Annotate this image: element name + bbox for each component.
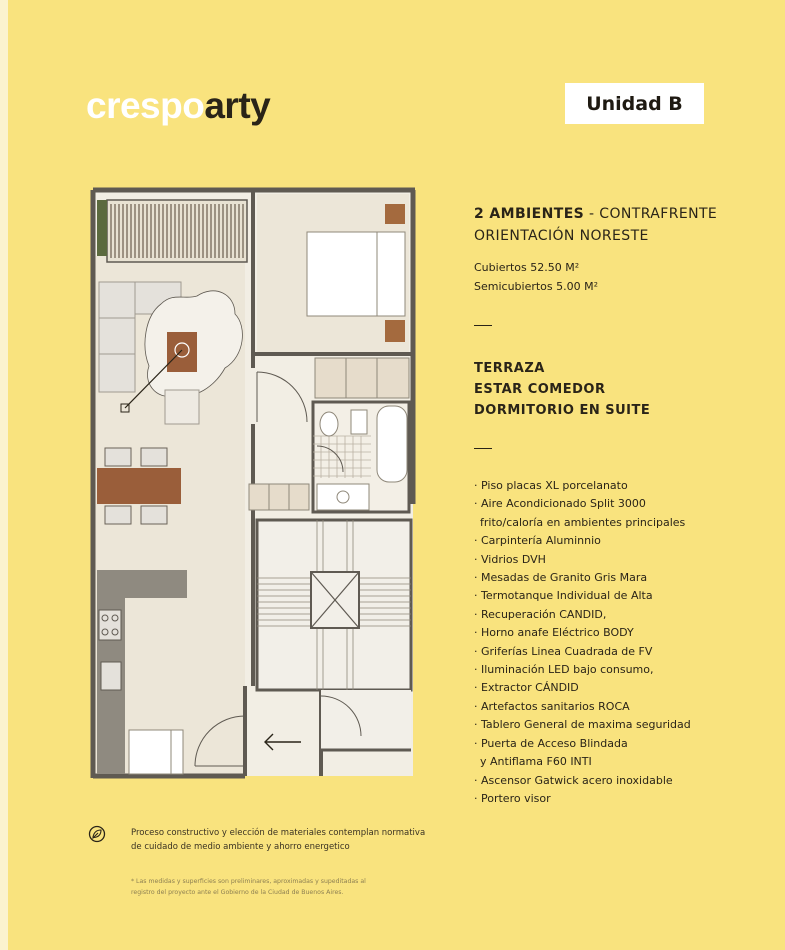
room-list bbox=[474, 358, 650, 421]
feature-list bbox=[474, 477, 691, 808]
feature-item: · Termotanque Individual de Alta bbox=[474, 589, 653, 603]
terrace bbox=[97, 200, 247, 262]
feature-item: · Portero visor bbox=[474, 791, 551, 805]
bathroom bbox=[313, 402, 409, 512]
feature-item: · Vidrios DVH bbox=[474, 552, 546, 566]
feature-item: · Extractor CÁNDID bbox=[474, 681, 579, 695]
summary-contrafrente: - CONTRAFRENTE bbox=[584, 206, 718, 222]
area-covered: Cubiertos 52.50 M² bbox=[474, 261, 580, 274]
feature-item: · Iluminación LED bajo consumo, bbox=[474, 663, 654, 677]
unit-badge: Unidad B bbox=[565, 83, 704, 124]
eco-note-line: Proceso constructivo y elección de materiales contemplan normativa bbox=[131, 828, 426, 838]
feature-item: · Horno anafe Eléctrico BODY bbox=[474, 626, 634, 640]
divider bbox=[474, 325, 492, 326]
summary-ambientes: 2 AMBIENTES bbox=[474, 206, 585, 222]
page-edge bbox=[0, 0, 8, 950]
hall-closet bbox=[249, 484, 309, 510]
eco-note-line: de cuidado de medio ambiente y ahorro energetico bbox=[131, 842, 350, 852]
logo-part-1: crespo bbox=[86, 85, 205, 126]
leaf-circle-icon bbox=[88, 825, 106, 843]
stair-core bbox=[257, 520, 411, 690]
unit-summary-line-2: ORIENTACIÓN NORESTE bbox=[474, 228, 649, 244]
bedroom bbox=[257, 194, 409, 352]
feature-item: y Antiflama F60 INTI bbox=[480, 755, 592, 769]
feature-item: · Carpintería Aluminnio bbox=[474, 534, 601, 548]
feature-item: · Puerta de Acceso Blindada bbox=[474, 736, 628, 750]
logo-part-2: arty bbox=[204, 85, 271, 126]
eco-note bbox=[131, 826, 425, 854]
closet bbox=[315, 358, 409, 398]
feature-item: · Piso placas XL porcelanato bbox=[474, 479, 628, 492]
brand-logo bbox=[86, 84, 270, 128]
room-item: DORMITORIO EN SUITE bbox=[474, 403, 651, 418]
feature-item: · Recuperación CANDID, bbox=[474, 607, 607, 621]
area-semicovered: Semicubiertos 5.00 M² bbox=[474, 280, 599, 293]
feature-item: · Mesadas de Granito Gris Mara bbox=[474, 571, 648, 585]
unit-summary-line-1 bbox=[474, 203, 717, 225]
feature-item: · Artefactos sanitarios ROCA bbox=[474, 699, 630, 713]
feature-item: frito/caloría en ambientes principales bbox=[480, 515, 686, 529]
room-item: ESTAR COMEDOR bbox=[474, 382, 606, 397]
disclaimer-line: registro del proyecto ante el Gobierno de la Ciudad de Buenos Aires. bbox=[131, 889, 344, 896]
feature-item: · Tablero General de maxima seguridad bbox=[474, 718, 691, 732]
feature-item: · Griferías Linea Cuadrada de FV bbox=[474, 644, 653, 658]
disclaimer-line: * Las medidas y superficies son preliminares, aproximadas y supeditadas al bbox=[131, 878, 366, 885]
disclaimer bbox=[131, 876, 366, 898]
divider bbox=[474, 448, 492, 449]
feature-item: · Aire Acondicionado Split 3000 bbox=[474, 497, 646, 511]
floor-plan bbox=[85, 186, 421, 780]
room-item: TERRAZA bbox=[474, 361, 545, 376]
feature-item: · Ascensor Gatwick acero inoxidable bbox=[474, 773, 673, 787]
